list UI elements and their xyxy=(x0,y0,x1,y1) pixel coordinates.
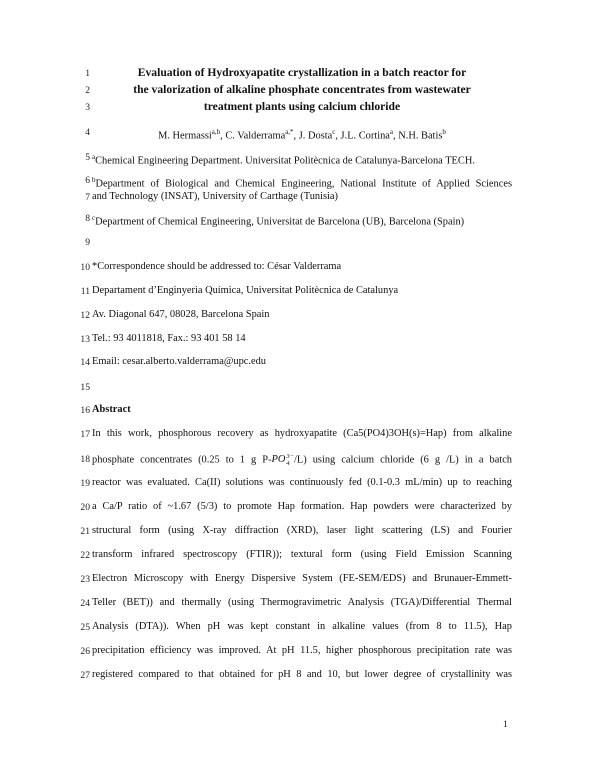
line-number: 12 xyxy=(80,310,90,321)
abstract-line: structural form (using X-ray diffraction (XRD), laser light scattering (LS) and Fourier xyxy=(92,525,512,536)
abstract-line: reactor was evaluated. Ca(II) solutions was continuously fed (0.1-0.3 mL/min) up to reaching xyxy=(92,477,512,488)
line-number: 10 xyxy=(80,262,90,273)
author-name: J. Dosta xyxy=(298,130,333,142)
author-affiliation-mark: a xyxy=(389,128,394,136)
line-number: 17 xyxy=(80,429,90,440)
line-number: 2 xyxy=(85,85,90,96)
abstract-line: Analysis (DTA)). When pH was kept constant in alkaline values (from 8 to 11.5), Hap xyxy=(92,621,512,632)
line-number: 3 xyxy=(85,102,90,113)
affiliation-b: $^b$Department of Biological and Chemical Engineering, National Institute of Applied Sciences xyxy=(92,176,512,190)
line-number: 7 xyxy=(85,192,90,203)
affiliation-b-continued: and Technology (INSAT), University of Carthage (Tunisia) xyxy=(92,191,339,202)
affiliation-mark: c xyxy=(92,214,96,222)
paper-title-line: the valorization of alkaline phosphate concentrates from wastewater xyxy=(133,83,471,96)
line-number: 5 xyxy=(85,152,90,163)
abstract-line: Teller (BET)) and thermally (using Thermogravimetric Analysis (TGA)/Differential Thermal xyxy=(92,597,512,608)
author-list: M. Hermassi$^{a,b}$, C. Valderrama$^{a,*}$, J. Dosta$^c$, J.L. Cortina$^a$, N.H. Batis$^b$ xyxy=(158,128,446,142)
line-number: 13 xyxy=(80,334,90,345)
author-name: N.H. Batis xyxy=(398,130,443,142)
line-number: 24 xyxy=(80,598,90,609)
abstract-line: In this work, phosphorous recovery as hydroxyapatite (Ca5(PO4)3OH(s)=Hap) from alkaline xyxy=(92,428,512,439)
abstract-line: precipitation efficiency was improved. At pH 11.5, higher phosphorous precipitation rate was xyxy=(92,645,512,656)
correspondence-phone: Tel.: 93 4011818, Fax.: 93 401 58 14 xyxy=(92,333,246,344)
correspondence-line: *Correspondence should be addressed to: César Valderrama xyxy=(92,261,342,272)
affiliation-mark: b xyxy=(92,176,96,184)
correspondence-email: Email: cesar.alberto.valderrama@upc.edu xyxy=(92,356,267,367)
abstract-line: transform infrared spectroscopy (FTIR)); textural form (using Field Emission Scanning xyxy=(92,549,512,560)
line-number: 6 xyxy=(85,175,90,186)
affiliation-mark: a xyxy=(92,153,96,161)
line-number: 1 xyxy=(85,68,90,79)
line-number: 26 xyxy=(80,646,90,657)
page-number: 1 xyxy=(503,719,508,730)
line-number: 14 xyxy=(80,357,90,368)
author-affiliation-mark: b xyxy=(442,128,446,136)
correspondence-address: Av. Diagonal 647, 08028, Barcelona Spain xyxy=(92,309,270,320)
line-number: 25 xyxy=(80,622,90,633)
line-number: 21 xyxy=(80,526,90,537)
correspondence-department: Departament d’Enginyeria Química, Universitat Politècnica de Catalunya xyxy=(92,285,399,296)
line-number: 16 xyxy=(80,405,90,416)
paper-title-line: Evaluation of Hydroxyapatite crystallization in a batch reactor for xyxy=(137,66,467,79)
author-name: C. Valderrama xyxy=(225,130,286,142)
line-number: 20 xyxy=(80,502,90,513)
line-number: 22 xyxy=(80,550,90,561)
line-number: 18 xyxy=(80,454,90,465)
abstract-line: registered compared to that obtained for pH 8 and 10, but lower degree of crystallinity was xyxy=(92,669,512,680)
author-affiliation-mark: c xyxy=(332,128,336,136)
author-affiliation-mark: a,* xyxy=(285,128,294,136)
paper-title-line: treatment plants using calcium chloride xyxy=(203,100,401,113)
line-number: 19 xyxy=(80,478,90,489)
line-number: 27 xyxy=(80,670,90,681)
author-affiliation-mark: a,b xyxy=(211,128,221,136)
author-name: M. Hermassi xyxy=(158,130,212,142)
abstract-heading: Abstract xyxy=(92,404,131,415)
line-number: 8 xyxy=(85,213,90,224)
abstract-line: Electron Microscopy with Energy Dispersive System (FE-SEM/EDS) and Brunauer-Emmett- xyxy=(92,573,512,584)
line-number: 23 xyxy=(80,574,90,585)
affiliation-c: $^c$Department of Chemical Engineering, Universitat de Barcelona (UB), Barcelona (Spain) xyxy=(92,214,465,228)
line-number: 11 xyxy=(80,286,90,297)
abstract-line: phosphate concentrates (0.25 to 1 g P-PO 3− 4 /L) using calcium chloride (6 g /L) in a batch xyxy=(92,453,513,467)
line-number: 15 xyxy=(80,382,90,393)
line-number: 4 xyxy=(85,127,90,138)
abstract-line: a Ca/P ratio of ~1.67 (5/3) to promote Hap formation. Hap powders were characterized by xyxy=(92,501,512,512)
author-name: J.L. Cortina xyxy=(340,130,390,142)
line-number: 9 xyxy=(85,237,90,248)
affiliation-a: $^a$Chemical Engineering Department. Universitat Politècnica de Catalunya-Barcelona TECH. xyxy=(92,153,475,167)
phosphate-formula: PO 3− 4 xyxy=(271,453,294,467)
